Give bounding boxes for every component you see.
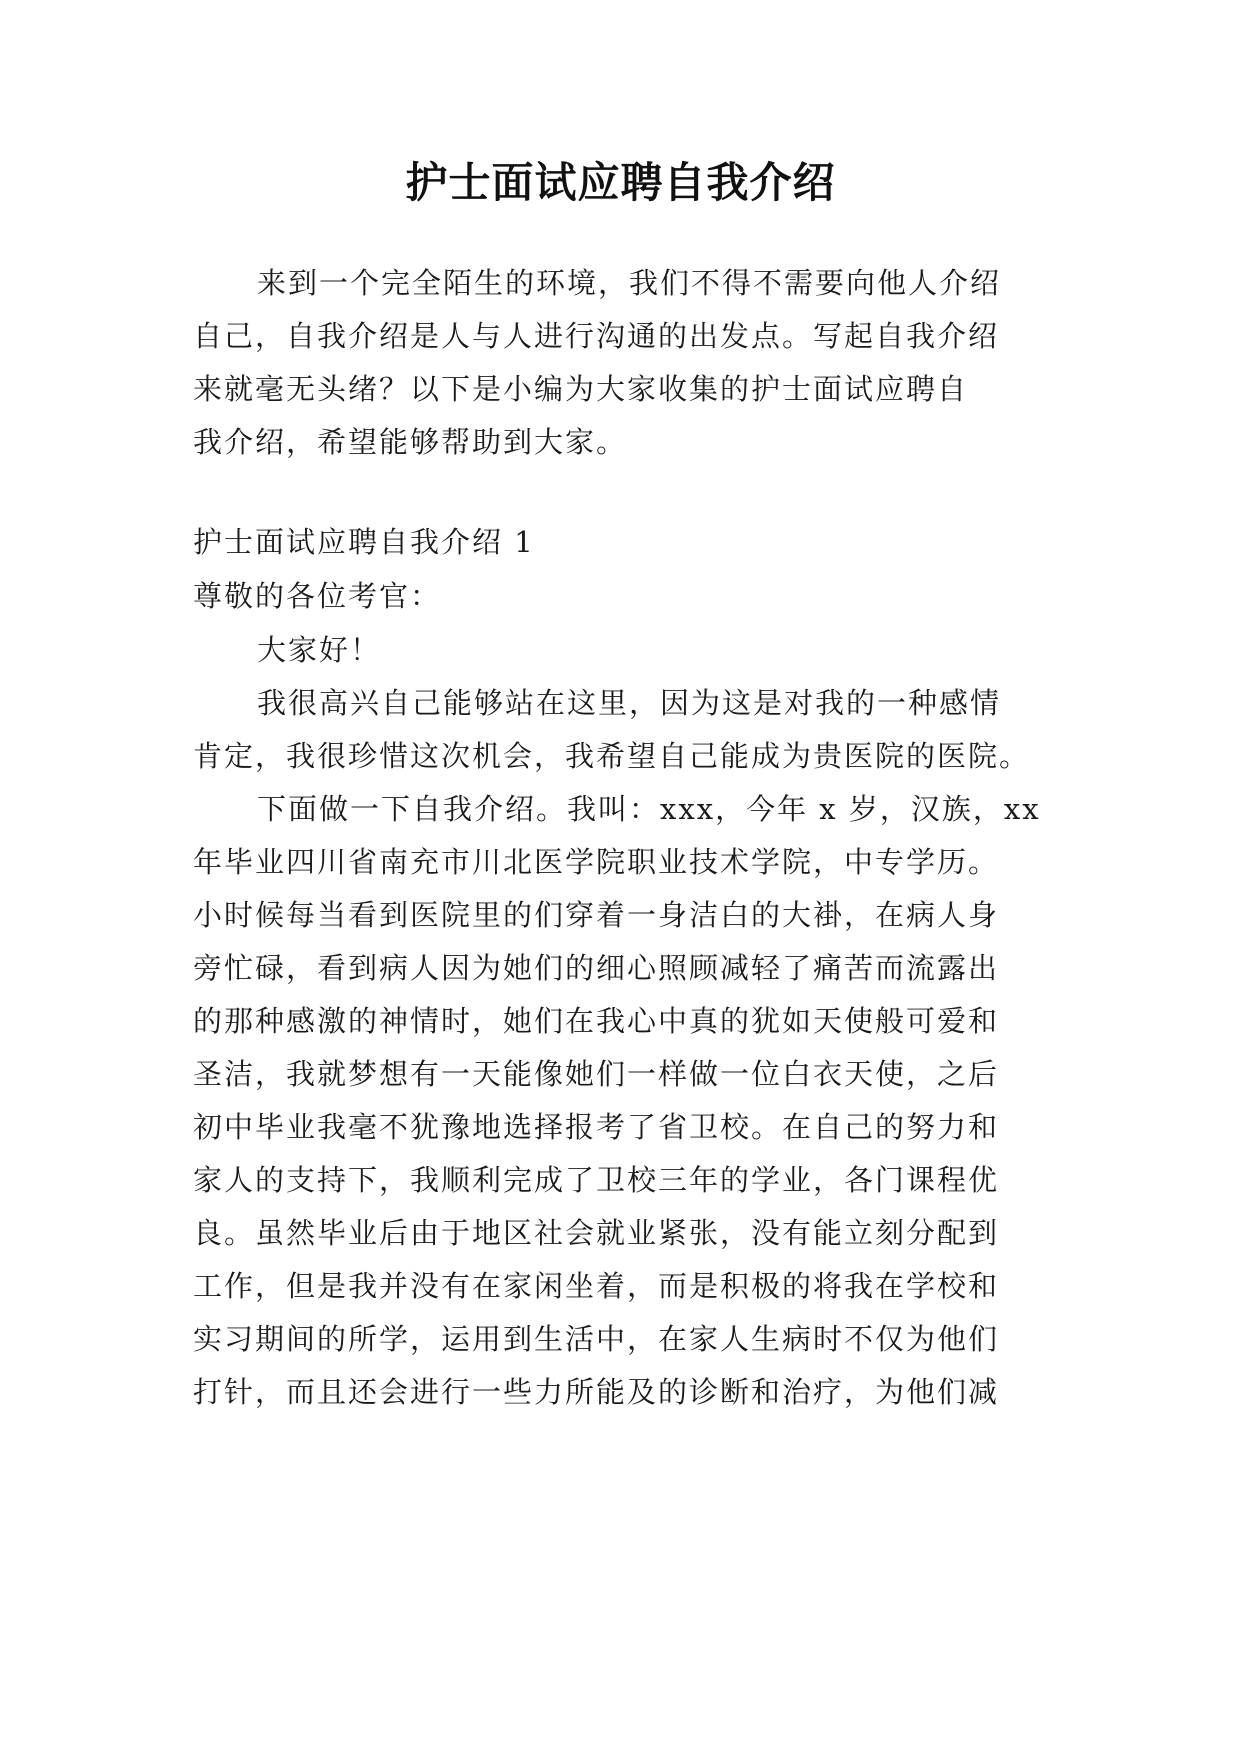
body-line: 良。虽然毕业后由于地区社会就业紧张，没有能立刻分配到 — [193, 1216, 1000, 1250]
body-line: 年毕业四川省南充市川北医学院职业技术学院，中专学历。 — [193, 845, 1000, 879]
body-line: 的那种感激的神情时，她们在我心中真的犹如天使般可爱和 — [193, 1004, 1000, 1038]
body-line: 小时候每当看到医院里的们穿着一身洁白的大褂，在病人身 — [193, 898, 1000, 932]
intro-line: 自己，自我介绍是人与人进行沟通的出发点。写起自我介绍 — [193, 319, 1000, 353]
body-line: 初中毕业我毫不犹豫地选择报考了省卫校。在自己的努力和 — [193, 1110, 1000, 1144]
intro-line: 来到一个完全陌生的环境，我们不得不需要向他人介绍 — [257, 266, 1002, 300]
intro-line: 我介绍，希望能够帮助到大家。 — [193, 425, 628, 459]
body-line: 实习期间的所学，运用到生活中，在家人生病时不仅为他们 — [193, 1322, 1000, 1356]
section-heading: 护士面试应聘自我介绍 1 — [193, 525, 535, 559]
intro-line: 来就毫无头绪？以下是小编为大家收集的护士面试应聘自 — [193, 372, 969, 406]
body-line: 我很高兴自己能够站在这里，因为这是对我的一种感情 — [257, 686, 1002, 720]
body-line: 工作，但是我并没有在家闲坐着，而是积极的将我在学校和 — [193, 1269, 1000, 1303]
body-line: 圣洁，我就梦想有一天能像她们一样做一位白衣天使，之后 — [193, 1057, 1000, 1091]
salutation: 尊敬的各位考官： — [193, 579, 442, 613]
body-line: 肯定，我很珍惜这次机会，我希望自己能成为贵医院的医院。 — [193, 739, 1031, 773]
body-line: 打针，而且还会进行一些力所能及的诊断和治疗，为他们减 — [193, 1375, 1000, 1409]
body-line: 旁忙碌，看到病人因为她们的细心照顾减轻了痛苦而流露出 — [193, 951, 1000, 985]
greeting: 大家好！ — [257, 633, 382, 667]
body-line: 家人的支持下，我顺利完成了卫校三年的学业，各门课程优 — [193, 1163, 1000, 1197]
document-title: 护士面试应聘自我介绍 — [405, 158, 836, 207]
body-line: 下面做一下自我介绍。我叫：xxx，今年 x 岁，汉族，xx — [257, 792, 1041, 826]
